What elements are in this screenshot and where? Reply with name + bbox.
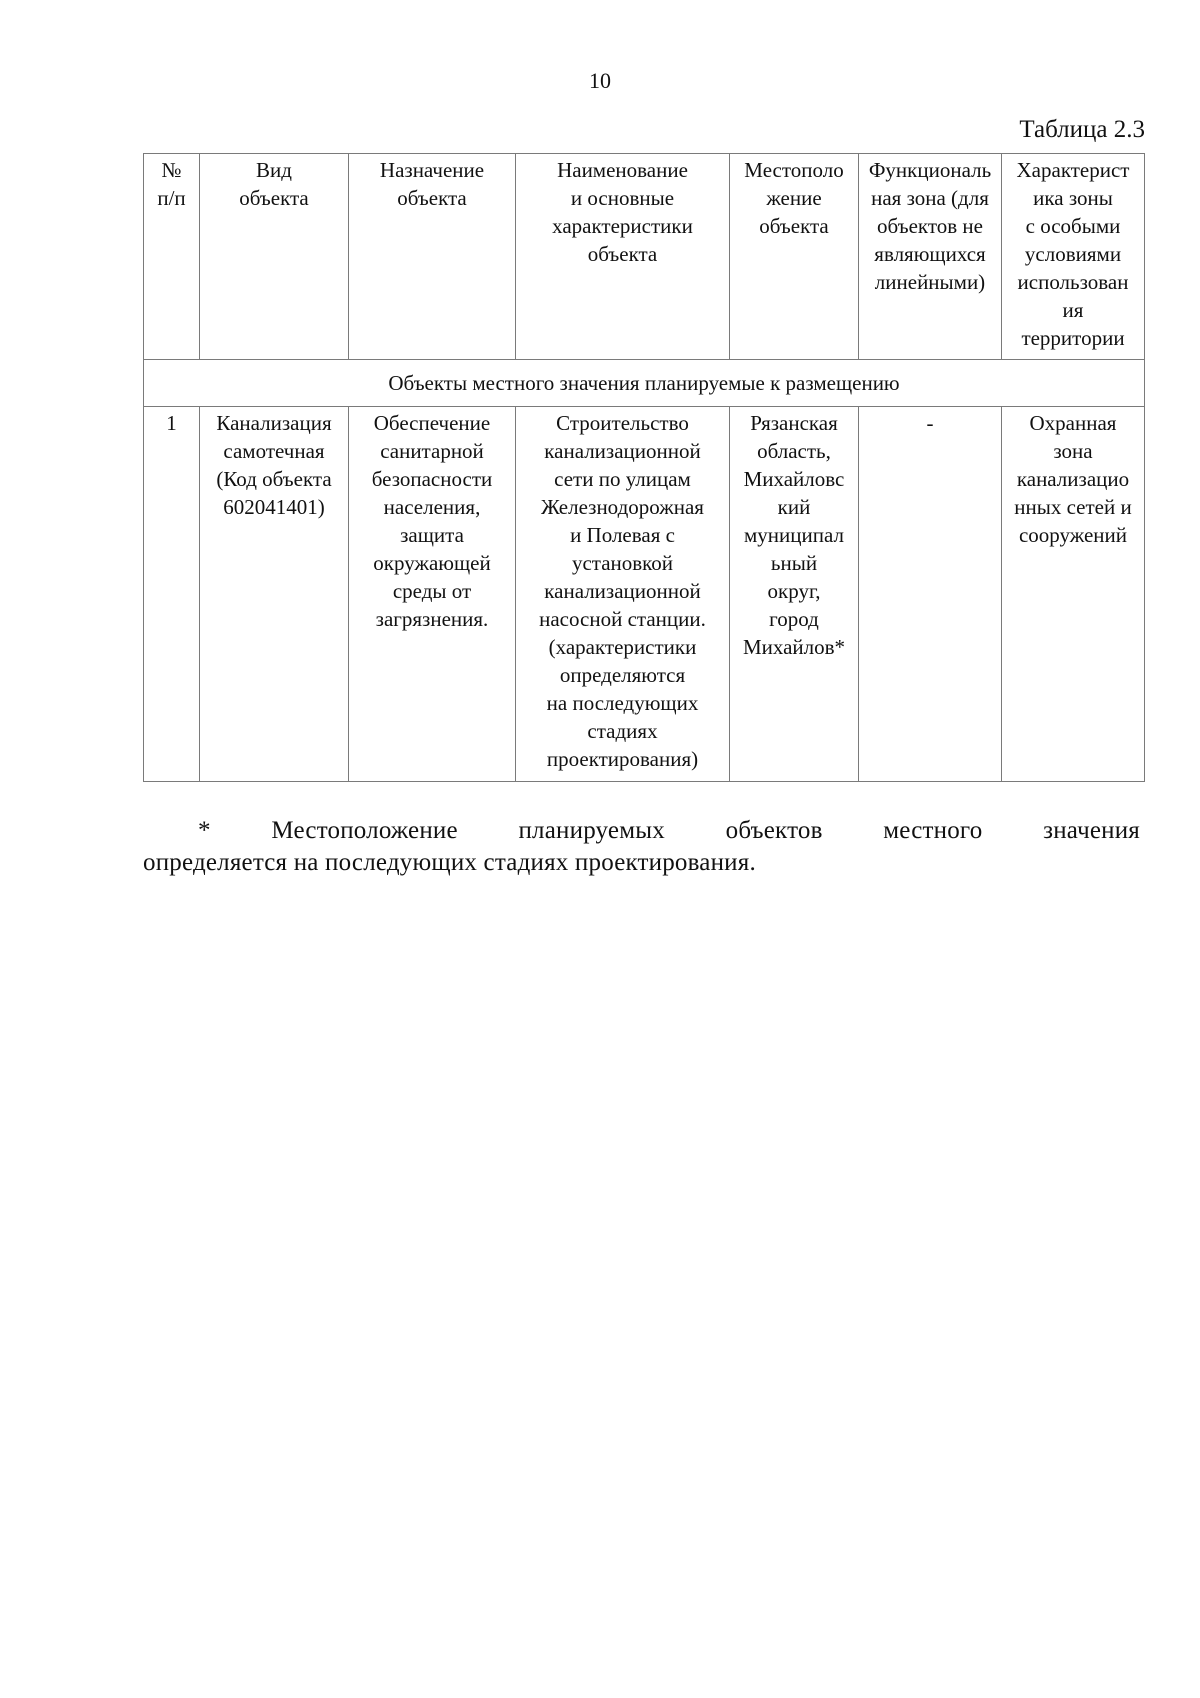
header-object-location: Местополо жение объекта <box>730 154 859 360</box>
header-object-name: Наименование и основные характеристики объекта <box>516 154 730 360</box>
table-row <box>144 407 1145 782</box>
header-functional-zone: Функциональ ная зона (для объектов не являющихся линейными) <box>859 154 1002 360</box>
table-caption: Таблица 2.3 <box>1019 116 1145 143</box>
planned-objects-table <box>143 153 1145 782</box>
cell-number: 1 <box>144 407 200 782</box>
cell-functional-zone: - <box>859 407 1002 782</box>
header-zone-characteristic: Характерист ика зоны с особыми условиями использован ия территории <box>1002 154 1145 360</box>
header-object-purpose: Назначение объекта <box>349 154 516 360</box>
footnote-line-2: определяется на последующих стадиях проектирования. <box>143 849 756 876</box>
footnote <box>143 815 1140 879</box>
page-number: 10 <box>589 68 611 93</box>
cell-object-type: Канализация самотечная (Код объекта 602041401) <box>200 407 349 782</box>
cell-object-name: Строительство канализационной сети по улицам Железнодорожная и Полевая с установкой канализационной насосной станции. (характеристики определяются на последующих стадиях проектирования) <box>516 407 730 782</box>
cell-object-location: Рязанская область, Михайловс кий муниципал ьный округ, город Михайлов* <box>730 407 859 782</box>
cell-zone-characteristic: Охранная зона канализацио нных сетей и сооружений <box>1002 407 1145 782</box>
table-section-row <box>144 360 1145 407</box>
section-title: Объекты местного значения планируемые к размещению <box>144 360 1145 407</box>
header-number: № п/п <box>144 154 200 360</box>
table-header-row <box>144 154 1145 360</box>
cell-object-purpose: Обеспечение санитарной безопасности населения, защита окружающей среды от загрязнения. <box>349 407 516 782</box>
footnote-line-1: * Местоположение планируемых объектов местного значения <box>198 817 1140 844</box>
header-object-type: Вид объекта <box>200 154 349 360</box>
